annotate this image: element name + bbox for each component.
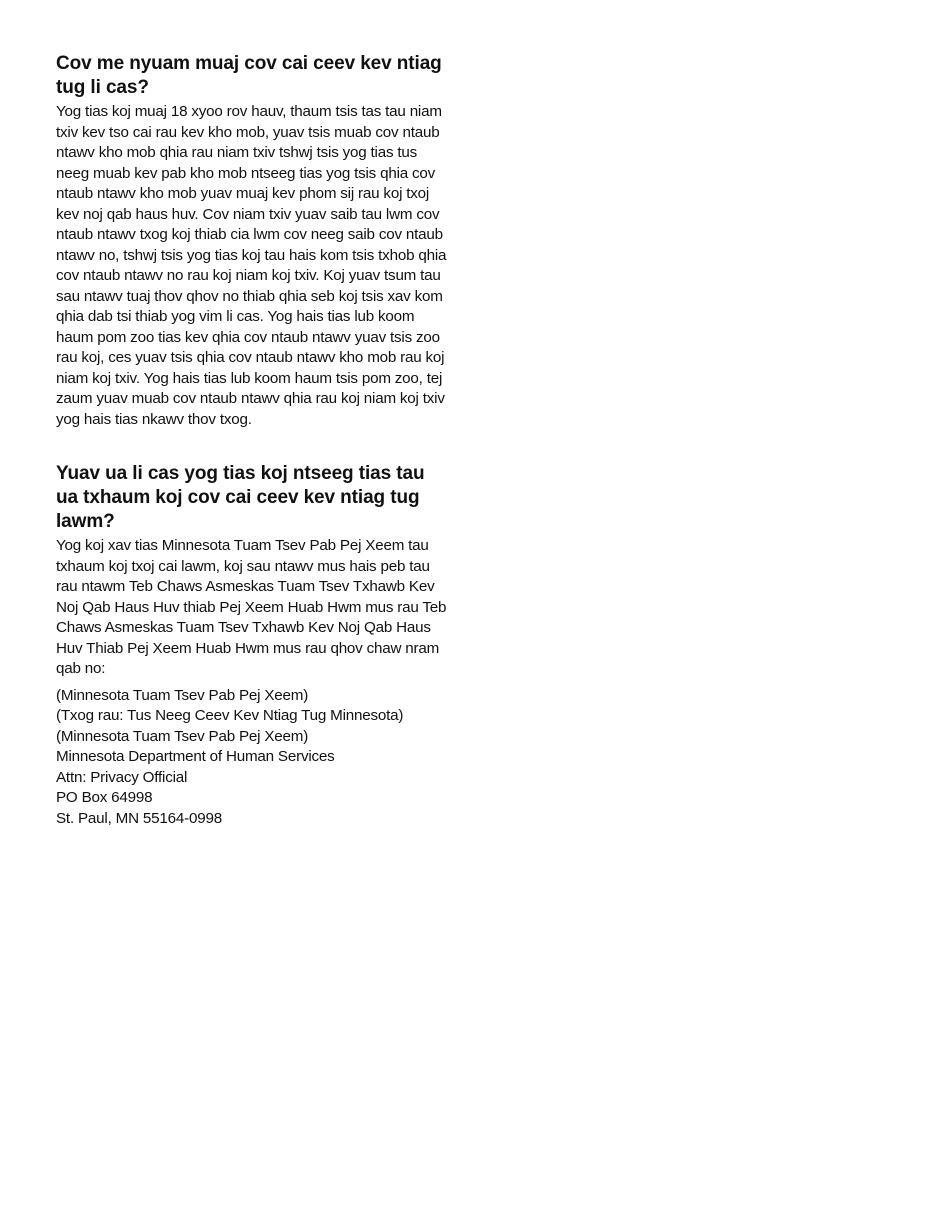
address-line: (Minnesota Tuam Tsev Pab Pej Xeem) xyxy=(56,727,309,745)
section-heading: Cov me nyuam muaj cov cai ceev kev ntiag tug li cas? xyxy=(56,53,442,98)
section-heading: Yuav ua li cas yog tias koj ntseeg tias tau ua txhaum koj cov cai ceev kev ntiag tug lawm? xyxy=(56,463,425,532)
section-body: Yog koj xav tias Minnesota Tuam Tsev Pab Pej Xeem tau txhaum koj txoj cai lawm, koj sau ntawv mus hais peb tau rau ntawm Teb Chaws Asmeskas Tuam Tsev Txhawb Kev Noj Qab Haus Huv thiab Pej Xeem Huab Hwm mus rau Teb Chaws Asmeskas Tuam Tsev Txhawb Kev Noj Qab Haus Huv Thiab Pej Xeem Huab Hwm mus rau qhov chaw nram qab no: xyxy=(56,537,447,677)
section-privacy-violation xyxy=(56,462,448,829)
address-line: St. Paul, MN 55164-0998 xyxy=(56,809,222,827)
document-page xyxy=(56,52,448,861)
address-line: PO Box 64998 xyxy=(56,789,153,806)
mailing-address xyxy=(56,686,448,830)
address-line: Attn: Privacy Official xyxy=(56,768,188,786)
section-body: Yog tias koj muaj 18 xyoo rov hauv, thaum tsis tas tau niam txiv kev tso cai rau kev kho mob, yuav tsis muab cov ntaub ntawv kho mob qhia rau niam txiv tshwj tsis yog tias tus neeg muab kev pab kho mob ntseeg tias yog tsis qhia cov ntaub ntawv kho mob yuav muaj kev phom sij rau koj txoj kev noj qab haus huv. Cov niam txiv yuav saib tau lwm cov ntaub ntawv txog koj thiab cia lwm cov neeg saib cov ntaub ntawv no, tshwj tsis yog tias koj tau hais kom tsis txhob qhia cov ntaub ntawv no rau koj niam koj txiv. Koj yuav tsum tau sau ntawv tuaj thov qhov no thiab qhia seb koj tsis xav kom qhia dab tsi thiab yog vim li cas. Yog hais tias lub koom haum pom zoo tias kev qhia cov ntaub ntawv yuav tsis zoo rau koj, ces yuav tsis qhia cov ntaub ntawv kho mob rau koj niam koj txiv. Yog hais tias lub koom haum tsis pom zoo, tej zaum yuav muab cov ntaub ntawv qhia rau koj niam koj txiv yog hais tias nkawv thov txog. xyxy=(56,103,447,428)
address-line: Minnesota Department of Human Services xyxy=(56,748,335,765)
address-line: (Minnesota Tuam Tsev Pab Pej Xeem) xyxy=(56,686,309,704)
section-minor-privacy-rights xyxy=(56,52,448,430)
address-line: (Txog rau: Tus Neeg Ceev Kev Ntiag Tug Minnesota) xyxy=(56,707,404,724)
